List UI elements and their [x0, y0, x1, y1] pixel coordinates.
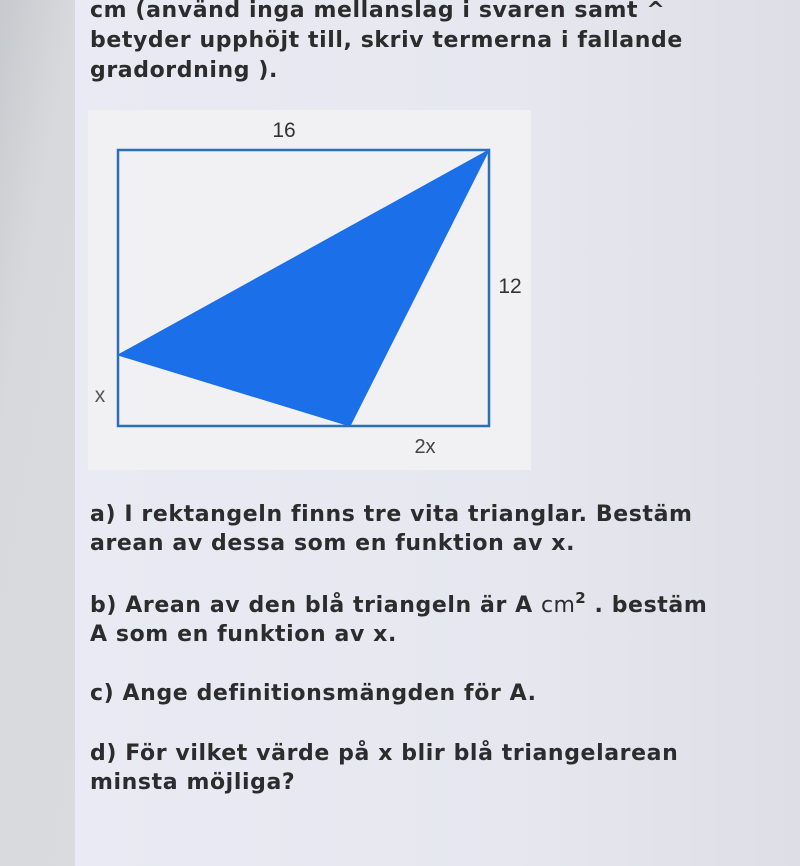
blue-triangle: [118, 150, 489, 426]
question-a-line-1: a) I rektangeln finns tre vita trianglar. Bestäm: [90, 502, 693, 527]
intro-line-1: cm (använd inga mellanslag i svaren samt ^: [90, 0, 666, 23]
intro-line-2: betyder upphöjt till, skriv termerna i fallande: [90, 28, 683, 53]
question-b-text-start: b) Arean av den blå triangeln är A: [90, 593, 542, 618]
rectangle-figure: [88, 110, 531, 470]
question-b-line-2: A som en funktion av x.: [90, 622, 397, 647]
question-b-text-end: . bestäm: [586, 593, 708, 618]
label-top: 16: [272, 119, 296, 142]
question-a-line-2: arean av dessa som en funktion av x.: [90, 531, 576, 556]
label-right: 12: [498, 275, 522, 298]
intro-line-3: gradordning ).: [90, 58, 278, 83]
question-d-line-2: minsta möjliga?: [90, 770, 296, 795]
question-b-unit: cm: [541, 593, 576, 618]
question-b-exponent: 2: [575, 589, 587, 607]
label-left: x: [94, 384, 106, 407]
question-c-line-1: c) Ange definitionsmängden för A.: [90, 681, 537, 706]
question-d-line-1: d) För vilket värde på x blir blå triangelarean: [90, 741, 679, 766]
label-bottom: 2x: [414, 436, 436, 458]
figure-svg: [88, 110, 531, 470]
question-b-line-1: [90, 589, 708, 621]
